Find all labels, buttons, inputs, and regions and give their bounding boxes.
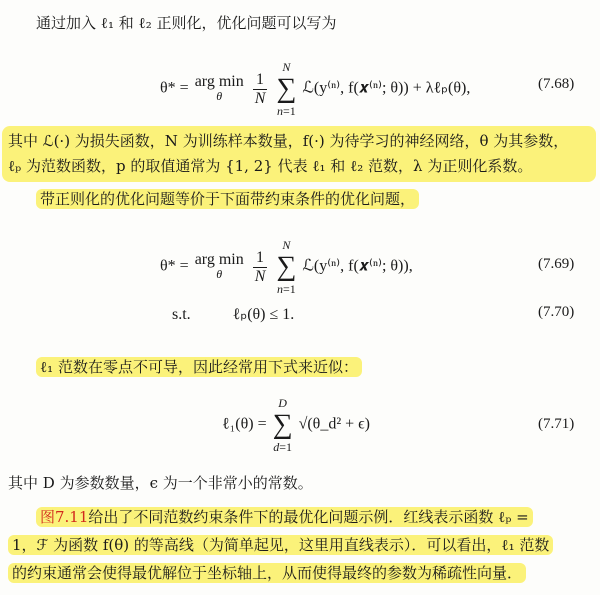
equation-7-69: θ* = arg min θ $\frac{1}{N}$ N ∑ n=1 ℒ(y⁽ⁿ⁾, f(𝒙⁽ⁿ⁾; θ)), (160, 238, 413, 296)
equation-number: (7.69) (538, 256, 575, 272)
paragraph-line: 其中 ℒ(·) 为损失函数，N 为训练样本数量，f(·) 为待学习的神经网络，θ 为其参数， (8, 132, 569, 150)
equation-number: (7.68) (538, 76, 575, 92)
paragraph-line: ℓₚ 为范数函数，p 的取值通常为 {1, 2} 代表 ℓ₁ 和 ℓ₂ 范数，λ 为正则化系数。 (8, 157, 533, 175)
equation-7-70: s.t. ℓₚ(θ) ≤ 1. (172, 306, 295, 323)
intro-line: 通过加入 ℓ₁ 和 ℓ₂ 正则化，优化问题可以写为 (36, 14, 337, 32)
paragraph-line: 图7.11给出了不同范数约束条件下的最优化问题示例．红线表示函数 ℓₚ = (36, 506, 533, 528)
equation-7-71: ℓ₁(θ) = D ∑ d=1 √(θ_d² + ϵ) (222, 396, 370, 454)
paragraph-line: 其中 D 为参数数量，ϵ 为一个非常小的常数。 (8, 474, 313, 492)
equation-7-68: θ* = arg min θ $\frac{1}{N}$ N ∑ n=1 ℒ(y⁽ⁿ⁾, f(𝒙⁽ⁿ⁾; θ)) + λℓₚ(θ), (160, 60, 471, 118)
paragraph-line: ℓ₁ 范数在零点不可导，因此经常用下式来近似： (36, 356, 362, 378)
paragraph-line: 1，ℱ 为函数 f(θ) 的等高线（为简单起见，这里用直线表示）．可以看出，ℓ₁ 范数 (8, 534, 553, 556)
equation-number: (7.71) (538, 416, 575, 432)
paragraph-line: 的约束通常会使得最优解位于坐标轴上，从而使得最终的参数为稀疏性向量． (8, 562, 526, 584)
paragraph-line: 带正则化的优化问题等价于下面带约束条件的优化问题， (36, 188, 419, 210)
equation-number: (7.70) (538, 304, 575, 320)
figure-ref-link[interactable]: 图7.11 (40, 508, 89, 526)
